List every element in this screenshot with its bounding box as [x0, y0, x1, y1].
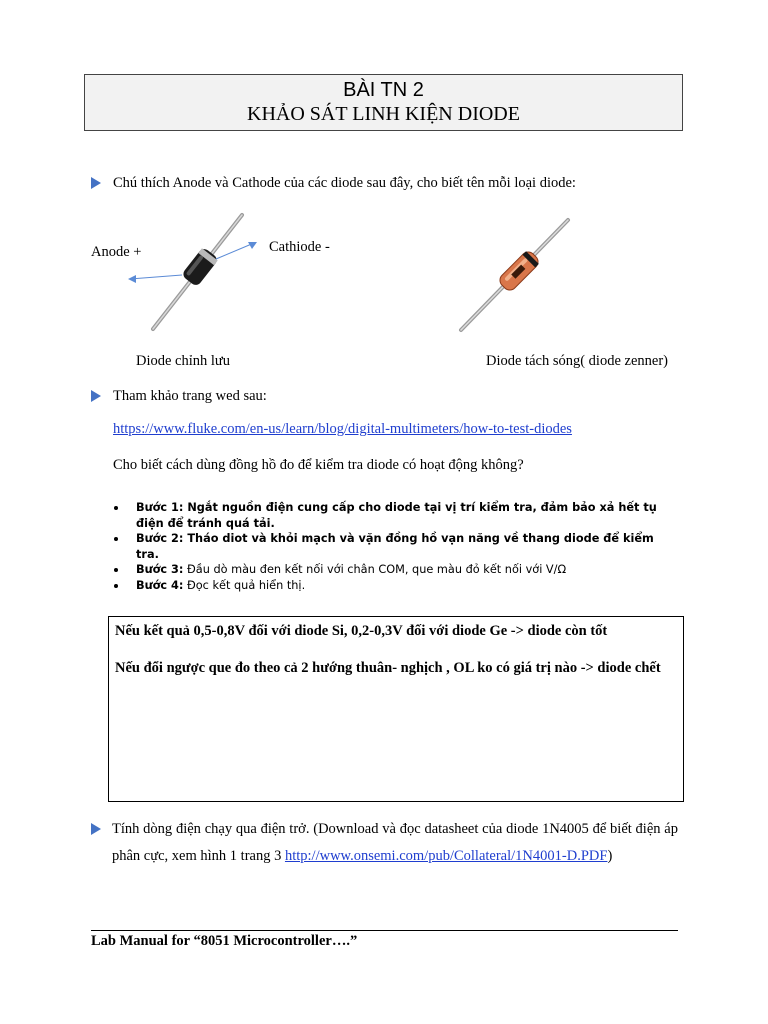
section1-text: Chú thích Anode và Cathode của các diode sau đây, cho biết tên mỗi loại diode:	[113, 175, 576, 191]
rectifier-diode-image	[120, 205, 280, 340]
list-item	[112, 578, 672, 594]
step-label: Bước 1:	[136, 501, 184, 514]
answer-box	[108, 616, 684, 802]
list-item	[112, 562, 672, 578]
answer-line-2: Nếu đổi ngược que đo theo cả 2 hướng thuân- nghịch , OL ko có giá trị nào -> diode chết	[115, 660, 661, 676]
bullet-triangle-icon	[91, 177, 101, 189]
bullet-triangle-icon	[91, 390, 101, 402]
step-text: Ngắt nguồn điện cung cấp cho diode tại vị trí kiểm tra, đảm bảo xả hết tụ điện để tránh quá tải.	[136, 501, 657, 530]
cathode-label: Cathiode -	[269, 239, 330, 255]
footer-divider	[91, 930, 678, 931]
title-line-1: BÀI TN 2	[343, 79, 424, 101]
section2-text: Tham khảo trang wed sau:	[113, 388, 267, 404]
section3-text: Tính dòng điện chạy qua điện trở. (Download và đọc datasheet của diode 1N4005 để biết điện áp phân cực, xem hình 1 trang 3	[112, 821, 678, 864]
zener-diode-image	[455, 215, 575, 335]
anode-label: Anode +	[91, 244, 142, 260]
step-label: Bước 3:	[136, 563, 184, 576]
section3-paragraph	[112, 816, 678, 870]
diode2-caption: Diode tách sóng( diode zenner)	[486, 353, 668, 369]
step-label: Bước 2:	[136, 532, 184, 545]
list-item	[112, 531, 672, 562]
steps-list	[112, 500, 672, 593]
bullet-triangle-icon	[91, 823, 101, 835]
diode1-caption: Diode chỉnh lưu	[136, 353, 231, 369]
onsemi-link[interactable]: http://www.onsemi.com/pub/Collateral/1N4001-D.PDF	[284, 848, 608, 864]
section2-question: Cho biết cách dùng đồng hồ đo để kiểm tra diode có hoạt động không?	[113, 457, 524, 473]
answer-line-1: Nếu kết quả 0,5-0,8V đối với diode Si, 0,2-0,3V đối với diode Ge -> diode còn tốt	[115, 623, 608, 639]
step-text: Đầu dò màu đen kết nối với chân COM, que màu đỏ kết nối với V/Ω	[183, 563, 567, 576]
list-item	[112, 500, 672, 531]
footer-text: Lab Manual for “8051 Microcontroller….”	[91, 933, 358, 949]
title-box	[84, 74, 683, 131]
step-label: Bước 4:	[136, 578, 184, 592]
section3-suffix: )	[607, 848, 613, 864]
step-text: Đọc kết quả hiển thị.	[183, 578, 306, 592]
step-text: Tháo diot và khỏi mạch và vặn đồng hồ vạn năng về thang diode để kiểm tra.	[136, 532, 654, 561]
fluke-link[interactable]: https://www.fluke.com/en-us/learn/blog/digital-multimeters/how-to-test-diodes	[113, 421, 572, 437]
title-line-2: KHẢO SÁT LINH KIỆN DIODE	[247, 103, 520, 125]
